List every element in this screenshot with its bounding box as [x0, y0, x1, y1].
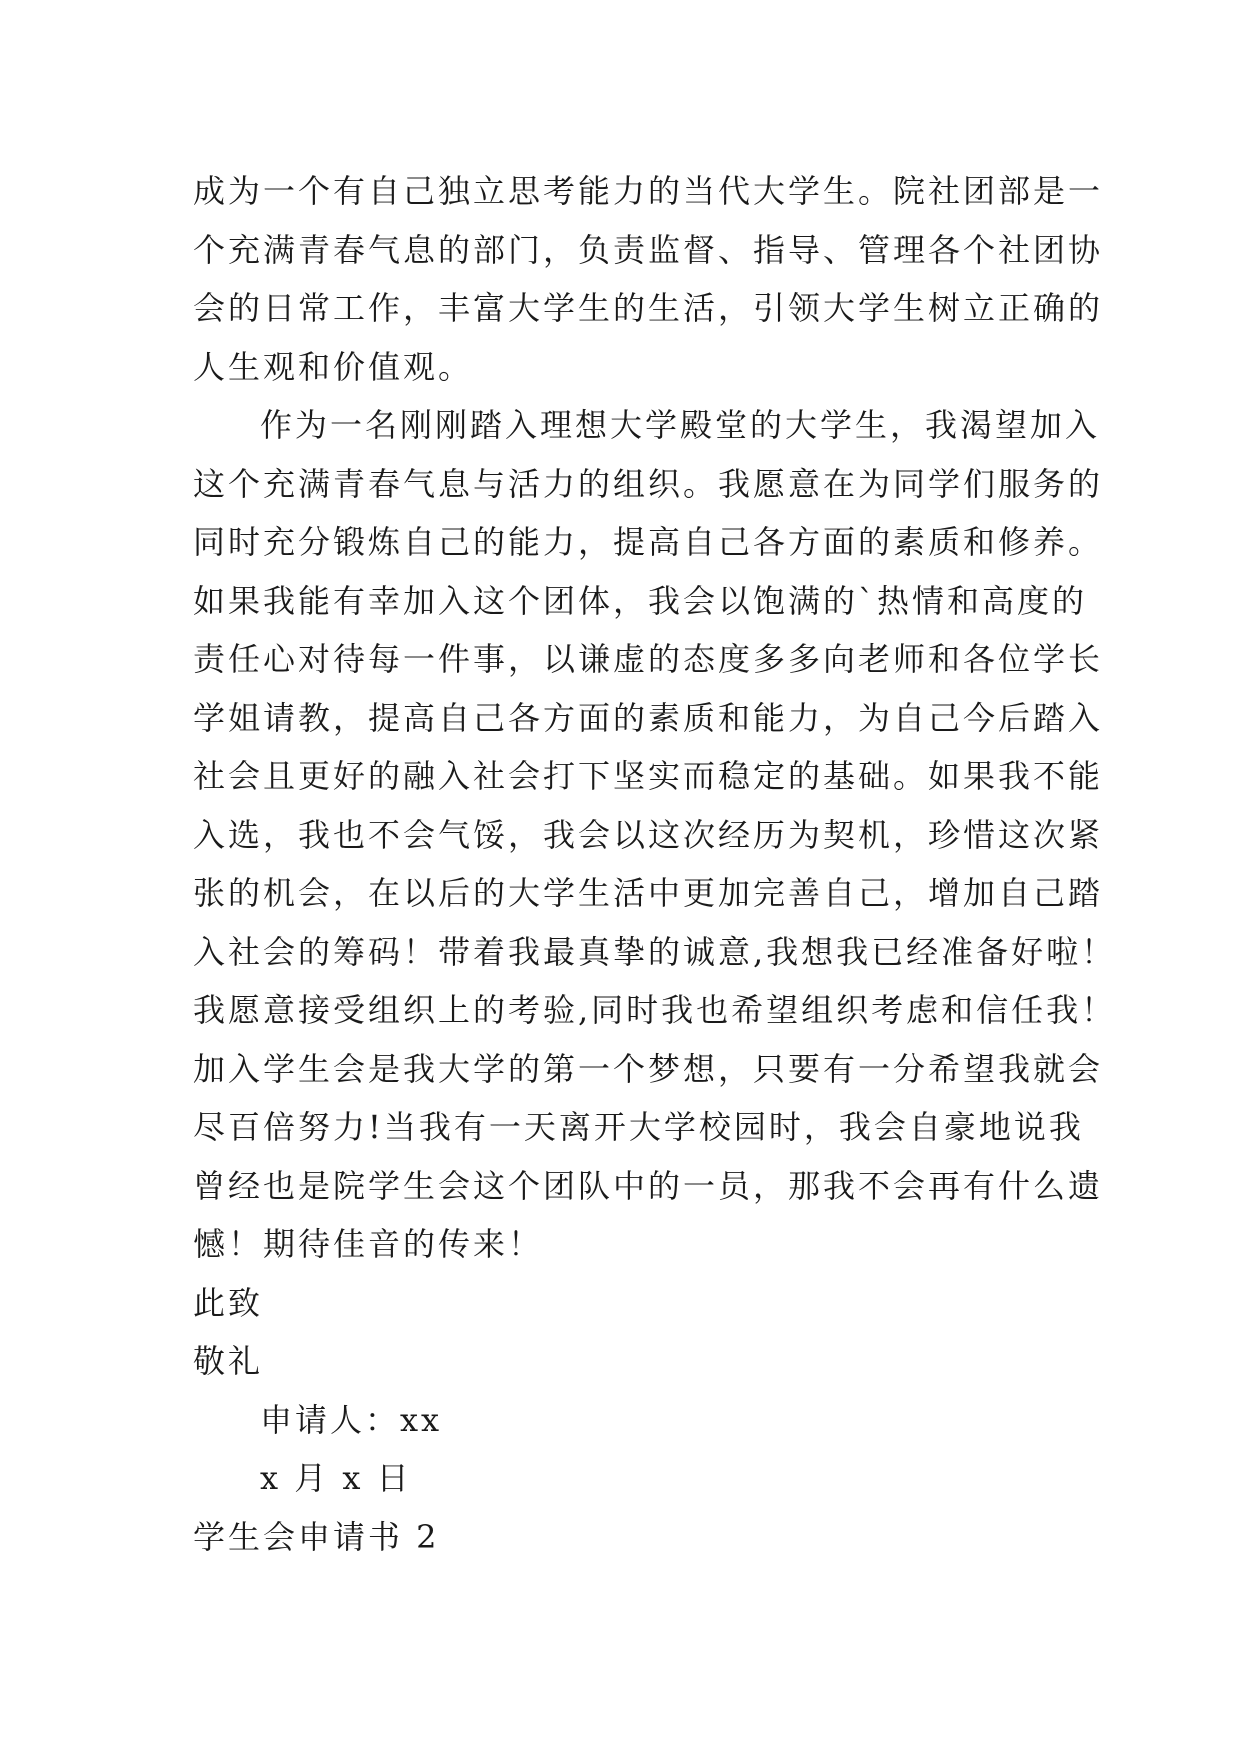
text-line: 成为一个有自己独立思考能力的当代大学生。院社团部是一: [193, 172, 1104, 210]
text-line: 入社会的筹码！带着我最真挚的诚意,我想我已经准备好啦！: [193, 932, 1117, 971]
text-line: 社会且更好的融入社会打下坚实而稳定的基础。如果我不能: [193, 757, 1104, 795]
paragraph-2: [193, 396, 1117, 1274]
text-line: 憾！期待佳音的传来！: [193, 1225, 544, 1263]
text-line: 同时充分锻炼自己的能力，提高自己各方面的素质和修养。: [193, 523, 1104, 561]
text-line: 责任心对待每一件事，以谦虚的态度多多向老师和各位学长: [193, 640, 1104, 678]
text-line: 作为一名刚刚踏入理想大学殿堂的大学生，我渴望加入: [260, 406, 1101, 444]
applicant-signature: 申请人：xx: [260, 1400, 443, 1439]
text-line: 人生观和价值观。: [193, 347, 474, 386]
text-line: 我愿意接受组织上的考验,同时我也希望组织考虑和信任我！: [193, 991, 1117, 1029]
text-line: 学姐请教，提高自己各方面的素质和能力，为自己今后踏入: [193, 698, 1104, 737]
text-line: 如果我能有幸加入这个团体，我会以饱满的`热情和高度的: [193, 581, 1088, 620]
text-line: 入选，我也不会气馁，我会以这次经历为契机，珍惜这次紧: [193, 815, 1104, 854]
text-line: 个充满青春气息的部门，负责监督、指导、管理各个社团协: [193, 230, 1104, 269]
text-line: 尽百倍努力!当我有一天离开大学校园时，我会自豪地说我: [193, 1108, 1084, 1146]
text-line: 加入学生会是我大学的第一个梦想，只要有一分希望我就会: [193, 1049, 1104, 1088]
text-line: 曾经也是院学生会这个团队中的一员，那我不会再有什么遗: [193, 1166, 1104, 1205]
date-line: x 月 x 日: [260, 1459, 412, 1497]
salutation-line: 敬礼: [193, 1342, 264, 1380]
text-line: 这个充满青春气息与活力的组织。我愿意在为同学们服务的: [193, 464, 1104, 503]
text-line: 会的日常工作，丰富大学生的生活，引领大学生树立正确的: [193, 289, 1104, 327]
text-line: 张的机会，在以后的大学生活中更加完善自己，增加自己踏: [193, 874, 1104, 912]
section-heading: 学生会申请书 2: [193, 1517, 440, 1556]
closing-line: 此致: [193, 1283, 264, 1322]
paragraph-1: [193, 162, 1104, 396]
letter-body: [193, 162, 1117, 1566]
